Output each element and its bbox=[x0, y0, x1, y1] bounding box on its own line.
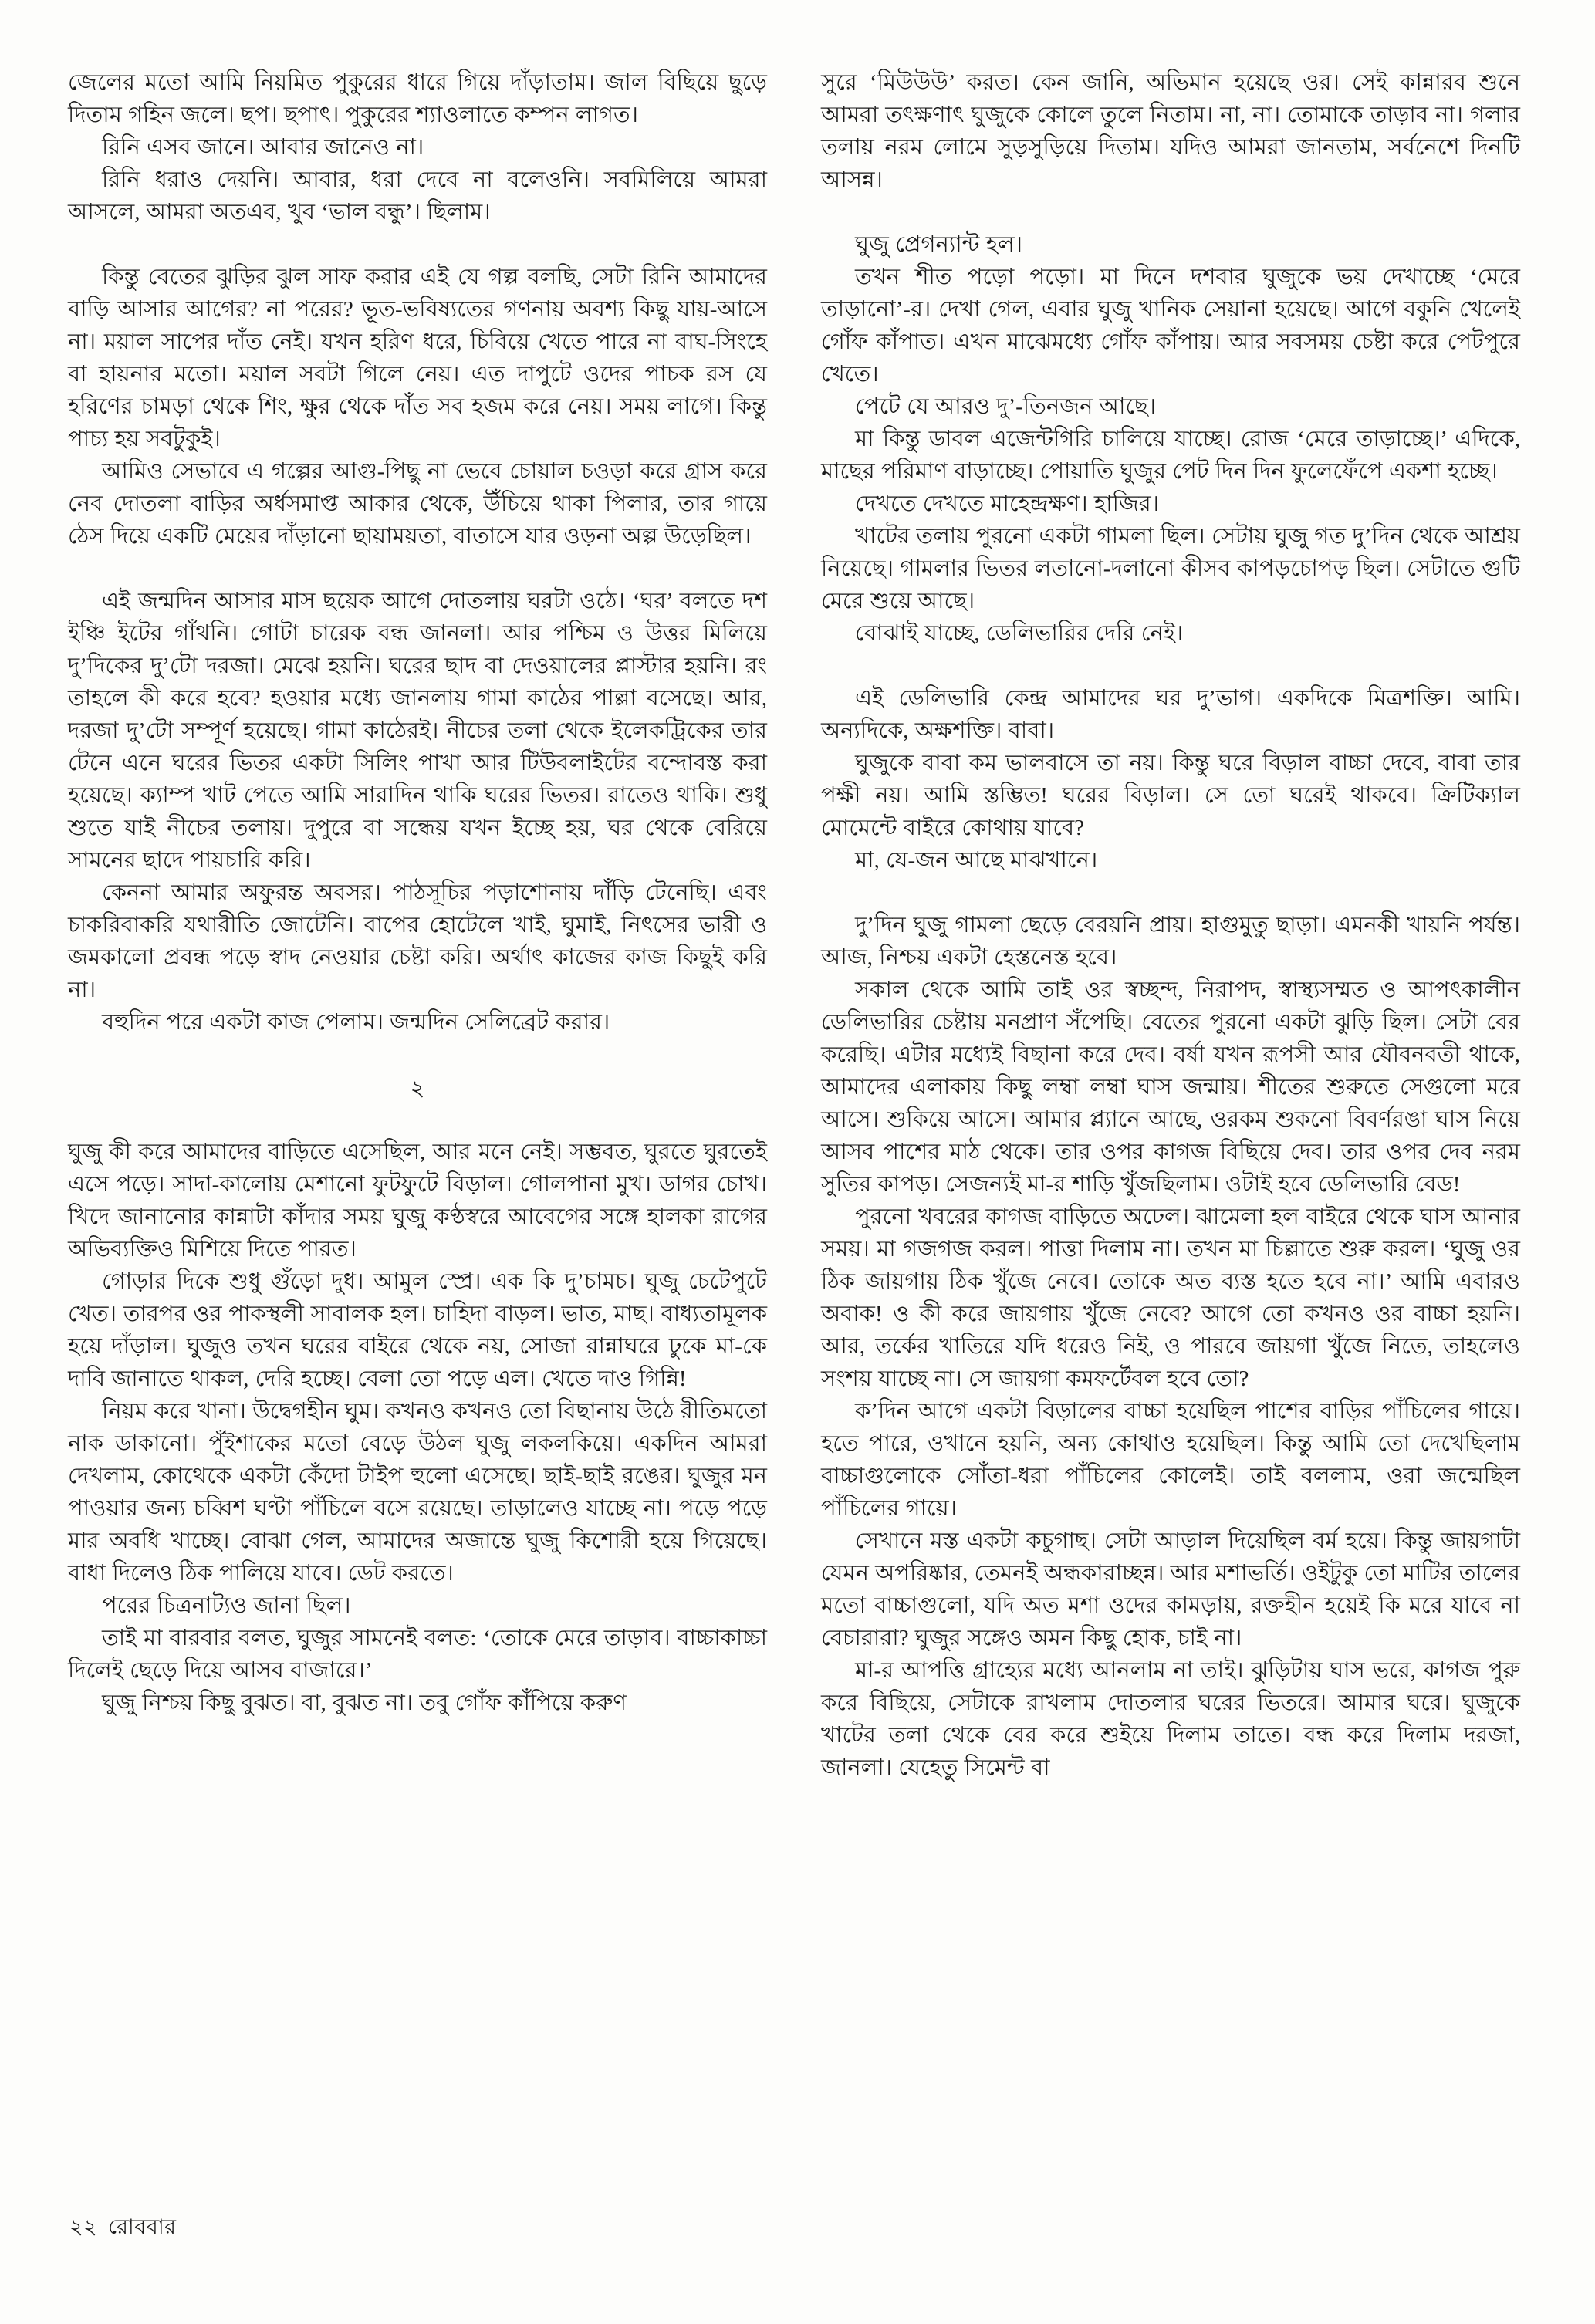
paragraph: মা, যে-জন আছে মাঝখানে। bbox=[855, 848, 1098, 873]
paragraph: পরের চিত্রনাট্যও জানা ছিল। bbox=[102, 1593, 351, 1618]
paragraph: ঘুজুকে বাবা কম ভালবাসে তা নয়। কিন্তু ঘরে বিড়াল বাচ্চা দেবে, বাবা তার পক্ষী নয়। আমি স্তম্ভিত! ঘরের বিড়াল। সে তো ঘরেই থাকবে। ক্রিটিক্যাল মোমেন্টে বাইরে কোথায় যাবে? bbox=[821, 751, 1520, 840]
page-number: ২২ bbox=[69, 2215, 98, 2238]
paragraph: ঘুজু নিশ্চয় কিছু বুঝত। বা, বুঝত না। তবু গোঁফ কাঁপিয়ে করুণ bbox=[102, 1691, 627, 1715]
paragraph: আমিও সেভাবে এ গল্পের আগু-পিছু না ভেবে চোয়াল চওড়া করে গ্রাস করে নেব দোতলা বাড়ির অর্ধসমাপ্ত আকার থেকে, উঁচিয়ে থাকা পিলার, তার গায়ে ঠেস দিয়ে একটি মেয়ের দাঁড়ানো ছায়াময়তা, বাতাসে যার ওড়না অল্প উড়েছিল। bbox=[68, 459, 767, 549]
paragraph: বোঝাই যাচ্ছে, ডেলিভারির দেরি নেই। bbox=[855, 621, 1184, 646]
paragraph: জেলের মতো আমি নিয়মিত পুকুরের ধারে গিয়ে দাঁড়াতাম। জাল বিছিয়ে ছুড়ে দিতাম গহিন জলে। ছপ। ছপাৎ। পুকুরের শ্যাওলাতে কম্পন লাগত। bbox=[68, 70, 767, 127]
paragraph: ক’দিন আগে একটা বিড়ালের বাচ্চা হয়েছিল পাশের বাড়ির পাঁচিলের গায়ে। হতে পারে, ওখানে হয়নি, অন্য কোথাও হয়েছিল। কিন্তু আমি তো দেখেছিলাম বাচ্চাগুলোকে সোঁতা-ধরা পাঁচিলের কোলেই। তাই বললাম, ওরা জন্মেছিল পাঁচিলের গায়ে। bbox=[821, 1399, 1520, 1521]
section-number: ২ bbox=[410, 1076, 425, 1101]
publication-name: রোববার bbox=[108, 2215, 177, 2238]
page-footer bbox=[69, 2211, 177, 2246]
text-columns bbox=[68, 66, 1520, 1784]
paragraph: তাই মা বারবার বলত, ঘুজুর সামনেই বলত: ‘তোকে মেরে তাড়াব। বাচ্চাকাচ্চা দিলেই ছেড়ে দিয়ে আসব বাজারে।’ bbox=[68, 1626, 767, 1683]
paragraph: রিনি এসব জানে। আবার জানেও না। bbox=[102, 135, 424, 160]
paragraph: কিন্তু বেতের ঝুড়ির ঝুল সাফ করার এই যে গল্প বলছি, সেটা রিনি আমাদের বাড়ি আসার আগের? না পরের? ভূত-ভবিষ্যতের গণনায় অবশ্য কিছু যায়-আসে না। ময়াল সাপের দাঁত নেই। যখন হরিণ ধরে, চিবিয়ে খেতে পারে না বাঘ-সিংহে বা হায়নার মতো। ময়াল সবটা গিলে নেয়। এত দাপুটে ওদের পাচক রস যে হরিণের চামড়া থেকে শিং, ক্ষুর থেকে দাঁত সব হজম করে নেয়। সময় লাগে। কিন্তু পাচ্য হয় সবটুকুই। bbox=[68, 265, 767, 451]
paragraph: এই ডেলিভারি কেন্দ্র আমাদের ঘর দু’ভাগ। একদিকে মিত্রশক্তি। আমি। অন্যদিকে, অক্ষশক্তি। বাবা। bbox=[821, 686, 1520, 743]
paragraph: সুরে ‘মিউউউ’ করত। কেন জানি, অভিমান হয়েছে ওর। সেই কান্নারব শুনে আমরা তৎক্ষণাৎ ঘুজুকে কোলে তুলে নিতাম। না, না। তোমাকে তাড়াব না। গলার তলায় নরম লোমে সুড়সুড়িয়ে দিতাম। যদিও আমরা জানতাম, সর্বনেশে দিনটি আসন্ন। bbox=[821, 70, 1520, 192]
paragraph: রিনি ধরাও দেয়নি। আবার, ধরা দেবে না বলেওনি। সবমিলিয়ে আমরা আসলে, আমরা অতএব, খুব ‘ভাল বন্ধু’। ছিলাম। bbox=[68, 167, 767, 225]
paragraph: দু’দিন ঘুজু গামলা ছেড়ে বেরয়নি প্রায়। হাগুমুতু ছাড়া। এমনকী খায়নি পর্যন্ত। আজ, নিশ্চয় একটা হেস্তনেস্ত হবে। bbox=[821, 913, 1520, 970]
paragraph: তখন শীত পড়ো পড়ো। মা দিনে দশবার ঘুজুকে ভয় দেখাচ্ছে ‘মেরে তাড়ানো’-র। দেখা গেল, এবার ঘুজু খানিক সেয়ানা হয়েছে। আগে বকুনি খেলেই গোঁফ কাঁপাত। এখন মাঝেমধ্যে গোঁফ কাঁপায়। আর সবসময় চেষ্টা করে পেটপুরে খেতে। bbox=[821, 265, 1520, 387]
right-column bbox=[821, 66, 1520, 1784]
paragraph: এই জন্মদিন আসার মাস ছয়েক আগে দোতলায় ঘরটা ওঠে। ‘ঘর’ বলতে দশ ইঞ্চি ইটের গাঁথনি। গোটা চারেক বন্ধ জানলা। আর পশ্চিম ও উত্তর মিলিয়ে দু’দিকের দু’টো দরজা। মেঝে হয়নি। ঘরের ছাদ বা দেওয়ালের প্লাস্টার হয়নি। রং তাহলে কী করে হবে? হওয়ার মধ্যে জানলায় গামা কাঠের পাল্লা বসেছে। আর, দরজা দু’টো সম্পূর্ণ হয়েছে। গামা কাঠেরই। নীচের তলা থেকে ইলেকট্রিকের তার টেনে এনে ঘরের ভিতর একটা সিলিং পাখা আর টিউবলাইটের বন্দোবস্ত করা হয়েছে। ক্যাম্প খাট পেতে আমি সারাদিন থাকি ঘরের ভিতর। রাতেও থাকি। শুধু শুতে যাই নীচের তলায়। দুপুরে বা সন্ধেয় যখন ইচ্ছে হয়, ঘর থেকে বেরিয়ে সামনের ছাদে পায়চারি করি। bbox=[68, 589, 767, 873]
paragraph: ঘুজু কী করে আমাদের বাড়িতে এসেছিল, আর মনে নেই। সম্ভবত, ঘুরতে ঘুরতেই এসে পড়ে। সাদা-কালোয় মেশানো ফুটফুটে বিড়াল। গোলপানা মুখ। ডাগর চোখ। খিদে জানানোর কান্নাটা কাঁদার সময় ঘুজু কণ্ঠস্বরে আবেগের সঙ্গে হালকা রাগের অভিব্যক্তিও মিশিয়ে দিতে পারত। bbox=[68, 1140, 767, 1262]
paragraph: মা কিন্তু ডাবল এজেন্টগিরি চালিয়ে যাচ্ছে। রোজ ‘মেরে তাড়াচ্ছে।’ এদিকে, মাছের পরিমাণ বাড়াচ্ছে। পোয়াতি ঘুজুর পেট দিন দিন ফুলেফেঁপে একশা হচ্ছে। bbox=[821, 427, 1520, 484]
paragraph: মা-র আপত্তি গ্রাহ্যের মধ্যে আনলাম না তাই। ঝুড়িটায় ঘাস ভরে, কাগজ পুরু করে বিছিয়ে, সেটাকে রাখলাম দোতলার ঘরের ভিতরে। আমার ঘরে। ঘুজুকে খাটের তলা থেকে বের করে শুইয়ে দিলাম তাতে। বন্ধ করে দিলাম দরজা, জানলা। যেহেতু সিমেন্ট বা bbox=[821, 1658, 1520, 1780]
paragraph: দেখতে দেখতে মাহেন্দ্রক্ষণ। হাজির। bbox=[855, 491, 1160, 516]
paragraph: বহুদিন পরে একটা কাজ পেলাম। জন্মদিন সেলিব্রেট করার। bbox=[102, 1010, 610, 1035]
paragraph: ঘুজু প্রেগন্যান্ট হল। bbox=[855, 232, 1022, 257]
left-column bbox=[68, 66, 767, 1784]
paragraph: নিয়ম করে খানা। উদ্বেগহীন ঘুম। কখনও কখনও তো বিছানায় উঠে রীতিমতো নাক ডাকানো। পুঁইশাকের মতো বেড়ে উঠল ঘুজু লকলকিয়ে। একদিন আমরা দেখলাম, কোথেকে একটা কেঁদো টাইপ হুলো এসেছে। ছাই-ছাই রঙের। ঘুজুর মন পাওয়ার জন্য চব্বিশ ঘণ্টা পাঁচিলে বসে রয়েছে। তাড়ালেও যাচ্ছে না। পড়ে পড়ে মার অবধি খাচ্ছে। বোঝা গেল, আমাদের অজান্তে ঘুজু কিশোরী হয়ে গিয়েছে। বাধা দিলেও ঠিক পালিয়ে যাবে। ডেট করতে। bbox=[68, 1399, 767, 1586]
paragraph: পেটে যে আরও দু’-তিনজন আছে। bbox=[855, 394, 1157, 419]
paragraph: সেখানে মস্ত একটা কচুগাছ। সেটা আড়াল দিয়েছিল বর্ম হয়ে। কিন্তু জায়গাটা যেমন অপরিষ্কার, তেমনই অন্ধকারাচ্ছন্ন। আর মশাভর্তি। ওইটুকু তো মাটির তালের মতো বাচ্চাগুলো, যদি অত মশা ওদের কামড়ায়, রক্তহীন হয়েই কি মরে যাবে না বেচারারা? ঘুজুর সঙ্গেও অমন কিছু হোক, চাই না। bbox=[821, 1529, 1520, 1650]
paragraph: পুরনো খবরের কাগজ বাড়িতে অঢেল। ঝামেলা হল বাইরে থেকে ঘাস আনার সময়। মা গজগজ করল। পাত্তা দিলাম না। তখন মা চিল্লাতে শুরু করল। ‘ঘুজু ওর ঠিক জায়গায় ঠিক খুঁজে নেবে। তোকে অত ব্যস্ত হতে হবে না।’ আমি এবারও অবাক! ও কী করে জায়গায় খুঁজে নেবে? আগে তো কখনও ওর বাচ্চা হয়নি। আর, তর্কের খাতিরে যদি ধরেও নিই, ও পারবে জায়গা খুঁজে নিতে, তাহলেও সংশয় যাচ্ছে না। সে জায়গা কমফর্টেবল হবে তো? bbox=[821, 1204, 1520, 1391]
paragraph: গোড়ার দিকে শুধু গুঁড়ো দুধ। আমুল স্প্রে। এক কি দু’চামচ। ঘুজু চেটেপুটে খেত। তারপর ওর পাকস্থলী সাবালক হল। চাহিদা বাড়ল। ভাত, মাছ। বাধ্যতামূলক হয়ে দাঁড়াল। ঘুজুও তখন ঘরের বাইরে থেকে নয়, সোজা রান্নাঘরে ঢুকে মা-কে দাবি জানাতে থাকল, দেরি হচ্ছে। বেলা তো পড়ে এল। খেতে দাও গিন্নি! bbox=[68, 1269, 767, 1391]
paragraph: কেননা আমার অফুরন্ত অবসর। পাঠসূচির পড়াশোনায় দাঁড়ি টেনেছি। এবং চাকরিবাকরি যথারীতি জোটেনি। বাপের হোটেলে খাই, ঘুমাই, নিৎসের ভারী ও জমকালো প্রবন্ধ পড়ে স্বাদ নেওয়ার চেষ্টা করি। অর্থাৎ কাজের কাজ কিছুই করি না। bbox=[68, 880, 767, 1002]
paragraph: সকাল থেকে আমি তাই ওর স্বচ্ছন্দ, নিরাপদ, স্বাস্থ্যসম্মত ও আপৎকালীন ডেলিভারির চেষ্টায় মনপ্রাণ সঁপেছি। বেতের পুরনো একটা ঝুড়ি ছিল। সেটা বের করেছি। এটার মধ্যেই বিছানা করে দেব। বর্ষা যখন রূপসী আর যৌবনবতী থাকে, আমাদের এলাকায় কিছু লম্বা লম্বা ঘাস জন্মায়। শীতের শুরুতে সেগুলো মরে আসে। শুকিয়ে আসে। আমার প্ল্যানে আছে, ওরকম শুকনো বিবর্ণরঙা ঘাস নিয়ে আসব পাশের মাঠ থেকে। তার ওপর কাগজ বিছিয়ে দেব। তার ওপর দেব নরম সুতির কাপড়। সেজন্যই মা-র শাড়ি খুঁজছিলাম। ওটাই হবে ডেলিভারি বেড! bbox=[821, 978, 1520, 1197]
paragraph: খাটের তলায় পুরনো একটা গামলা ছিল। সেটায় ঘুজু গত দু’দিন থেকে আশ্রয় নিয়েছে। গামলার ভিতর লতানো-দলানো কীসব কাপড়চোপড় ছিল। সেটাতে গুটি মেরে শুয়ে আছে। bbox=[821, 524, 1520, 613]
